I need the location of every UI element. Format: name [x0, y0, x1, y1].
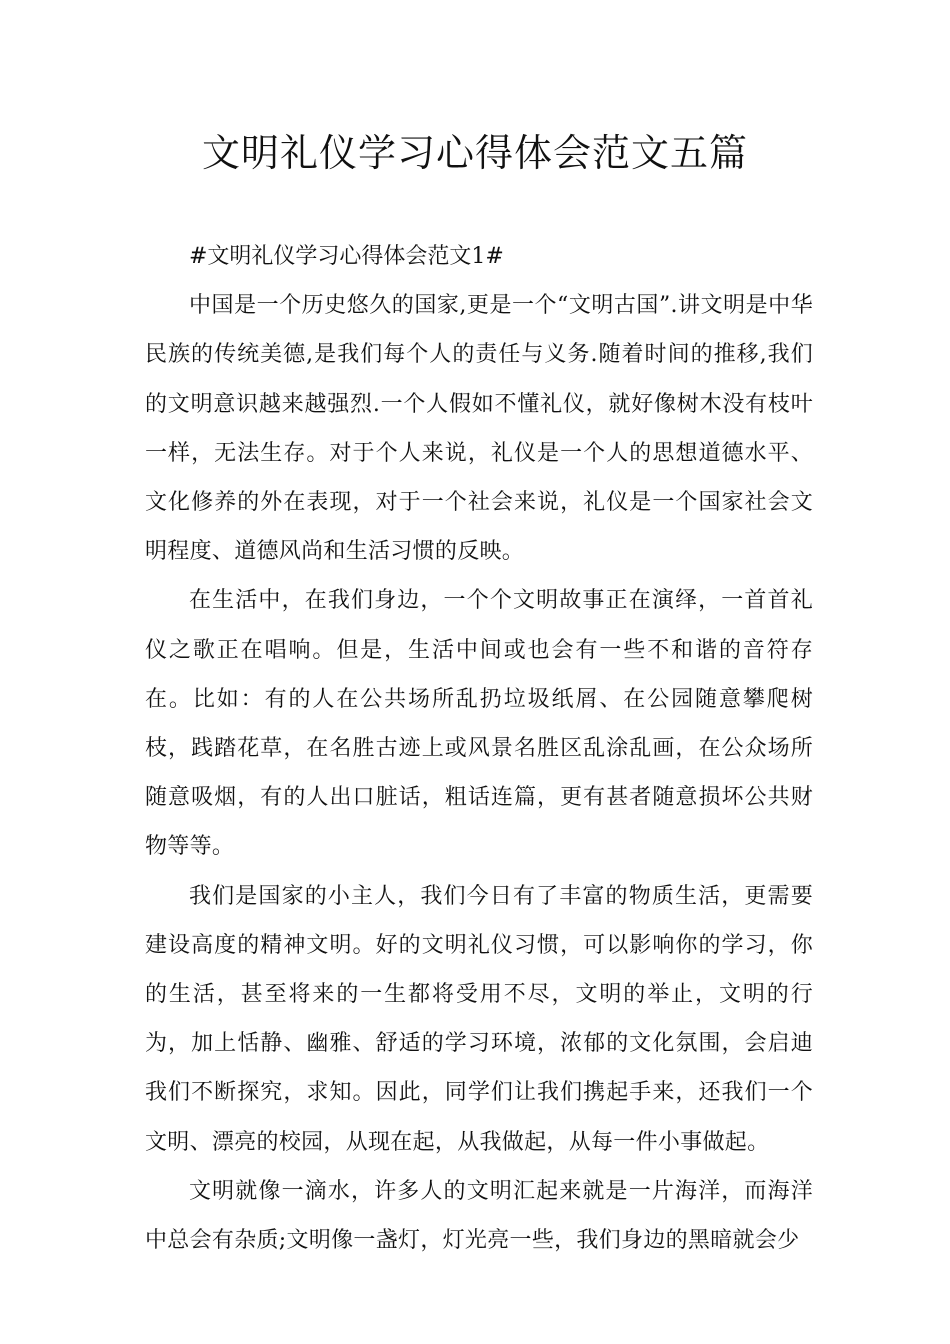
document-title: 文明礼仪学习心得体会范文五篇: [201, 131, 748, 175]
paragraph: 文明就像一滴水，许多人的文明汇起来就是一片海洋，而海洋中总会有杂质;文明像一盏灯，灯光亮一些，我们身边的黑暗就会少: [145, 1178, 813, 1254]
section-heading: #文明礼仪学习心得体会范文1#: [189, 244, 504, 269]
document-body: [145, 232, 813, 1265]
paragraph: 中国是一个历史悠久的国家,更是一个“文明古国”.讲文明是中华民族的传统美德,是我们每个人的责任与义务.随着时间的推移,我们的文明意识越来越强烈.一个人假如不懂礼仪，就好像树木没有枝叶一样，无法生存。对于个人来说，礼仪是一个人的思想道德水平、文化修养的外在表现，对于一个社会来说，礼仪是一个国家社会文明程度、道德风尚和生活习惯的反映。: [145, 293, 813, 565]
paragraph: 我们是国家的小主人，我们今日有了丰富的物质生活，更需要建设高度的精神文明。好的文明礼仪习惯，可以影响你的学习，你的生活，甚至将来的一生都将受用不尽，文明的举止，文明的行为，加上恬静、幽雅、舒适的学习环境，浓郁的文化氛围，会启迪我们不断探究，求知。因此，同学们让我们携起手来，还我们一个文明、漂亮的校园，从现在起，从我做起，从每一件小事做起。: [145, 883, 813, 1155]
paragraph: 在生活中，在我们身边，一个个文明故事正在演绎，一首首礼仪之歌正在唱响。但是，生活中间或也会有一些不和谐的音符存在。比如：有的人在公共场所乱扔垃圾纸屑、在公园随意攀爬树枝，践踏花草，在名胜古迹上或风景名胜区乱涂乱画，在公众场所随意吸烟，有的人出口脏话，粗话连篇，更有甚者随意损坏公共财物等等。: [145, 588, 813, 860]
